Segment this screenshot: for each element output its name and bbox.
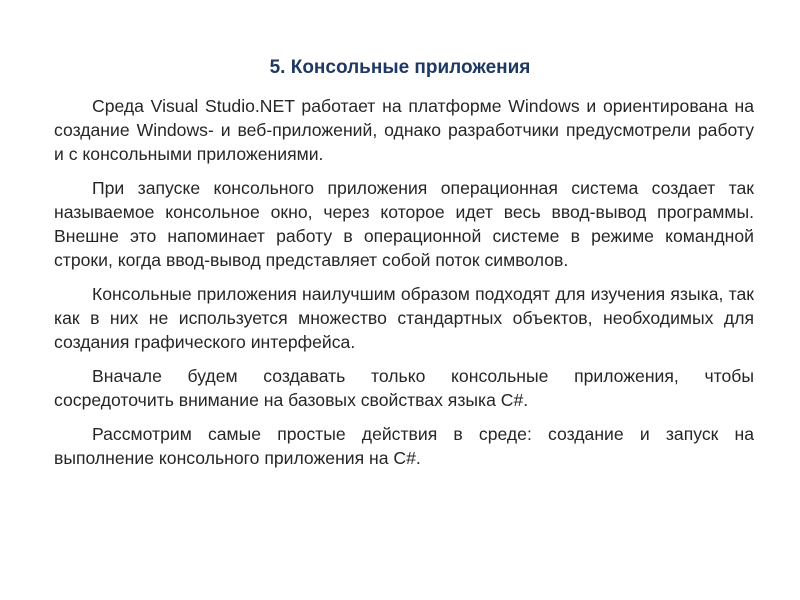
slide-title: 5. Консольные приложения (269, 57, 531, 78)
slide-body (54, 94, 754, 480)
paragraph-console-window: При запуске консольного приложения операционная система создает так называемое консольное окно, через которое идет весь ввод-вывод программы. Внешне это напоминает работу в операционной системе в режиме командной строки, когда ввод-вывод представляет собой поток символов. (54, 178, 754, 270)
paragraph-language-study: Консольные приложения наилучшим образом подходят для изучения языка, так как в них не используется множество стандартных объектов, необходимых для создания графического интерфейса. (54, 284, 754, 352)
paragraph-simple-actions: Рассмотрим самые простые действия в среде: создание и запуск на выполнение консольного приложения на C#. (54, 424, 754, 468)
paragraph-visual-studio: Среда Visual Studio.NET работает на платформе Windows и ориентирована на создание Windows- и веб-приложений, однако разработчики предусмотрели работу и с консольными приложениями. (54, 96, 754, 164)
paragraph-base-properties: Вначале будем создавать только консольные приложения, чтобы сосредоточить внимание на базовых свойствах языка C#. (54, 366, 754, 410)
